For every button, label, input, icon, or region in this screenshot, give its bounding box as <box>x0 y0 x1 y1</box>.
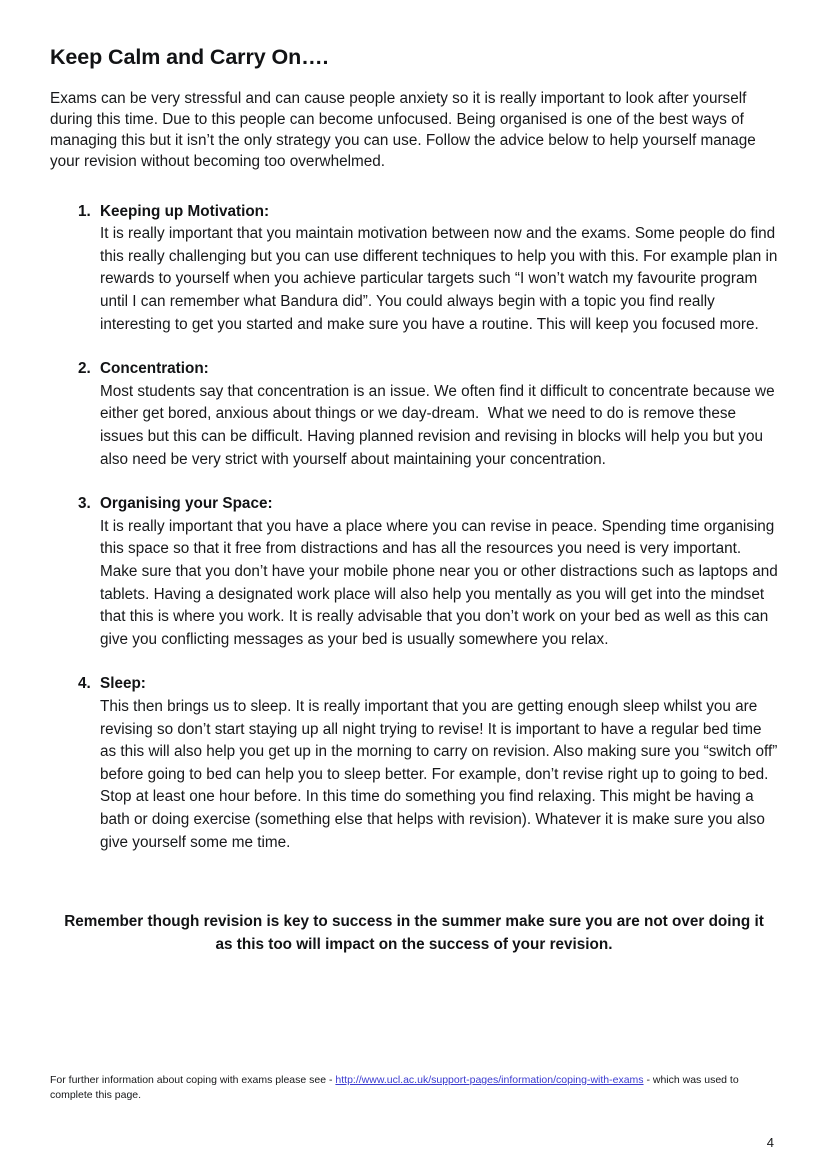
list-item-body: Most students say that concentration is an issue. We often find it difficult to concentrate because we either get bored, anxious about things or we day-dream. What we need to do is remove these issues but this can be difficult. Having planned revision and revising in blocks will help you but you also need be very strict with yourself about maintaining your concentration. <box>100 382 779 468</box>
list-item <box>50 201 782 337</box>
list-item <box>50 358 778 471</box>
closing-statement: Remember though revision is key to success in the summer make sure you are not over doing it as this too will impact on the success of your revision. <box>64 913 764 953</box>
list-item-marker: 1. <box>78 202 91 220</box>
intro-paragraph: Exams can be very stressful and can cause people anxiety so it is really important to look after yourself during this time. Due to this people can become unfocused. Being organised is one of the best ways of managing this but it isn’t the only strategy you can use. Follow the advice below to help yourself manage your revision without becoming too overwhelmed. <box>50 89 756 171</box>
advice-list <box>50 201 782 854</box>
list-item-body: It is really important that you have a place where you can revise in peace. Spending time organising this space so that it free from distractions and has all the resources you need is very important. Make sure that you don’t have your mobile phone near you or other distractions such as laptops and tablets. Having a designated work place will also help you mentally as you will get into the mindset that this is where you work. It is really advisable that you don’t work on your bed as well as this can give you conflicting messages as your bed is usually somewhere you relax. <box>100 517 782 648</box>
ucl-coping-with-exams-link[interactable]: http://www.ucl.ac.uk/support-pages/information/coping-with-exams <box>335 1074 644 1086</box>
list-item-heading: Organising your Space: <box>100 495 273 513</box>
list-item-body: This then brings us to sleep. It is really important that you are getting enough sleep whilst you are revising so don’t start staying up all night trying to revise! It is important to have a regular bed time as this will also help you get up in the morning to carry on revision. Also making sure you “switch off” before going to bed can help you to sleep better. For example, don’t revise right up to going to bed. Stop at least one hour before. In this time do something you find relaxing. This might be having a bath or doing exercise (something else that helps with revision). Whatever it is make sure you also give yourself some me time. <box>100 697 782 851</box>
list-item <box>50 673 782 854</box>
page-title: Keep Calm and Carry On…. <box>50 45 329 69</box>
footer-note <box>50 1073 780 1103</box>
footer-text-before: For further information about coping with exams please see - <box>50 1074 336 1086</box>
list-item-heading: Keeping up Motivation: <box>100 202 270 220</box>
list-item-heading: Concentration: <box>100 360 209 378</box>
page-content <box>50 44 782 956</box>
footer-text-after: - which was used to complete this page. <box>50 1074 739 1101</box>
list-item-marker: 4. <box>78 675 91 693</box>
list-item-heading: Sleep: <box>100 675 146 693</box>
list-item <box>50 493 782 651</box>
list-item-marker: 2. <box>78 360 91 378</box>
list-item-body: It is really important that you maintain motivation between now and the exams. Some people do find this really challenging but you can use different techniques to help you with this. For example plan in rewards to yourself when you achieve particular targets such “I won’t watch my favourite program until I can remember what Bandura did”. You could always begin with a topic you find really interesting to get you started and make sure you have a routine. This will keep you focused more. <box>100 225 782 333</box>
list-item-marker: 3. <box>78 495 91 513</box>
page-number: 4 <box>766 1135 774 1150</box>
